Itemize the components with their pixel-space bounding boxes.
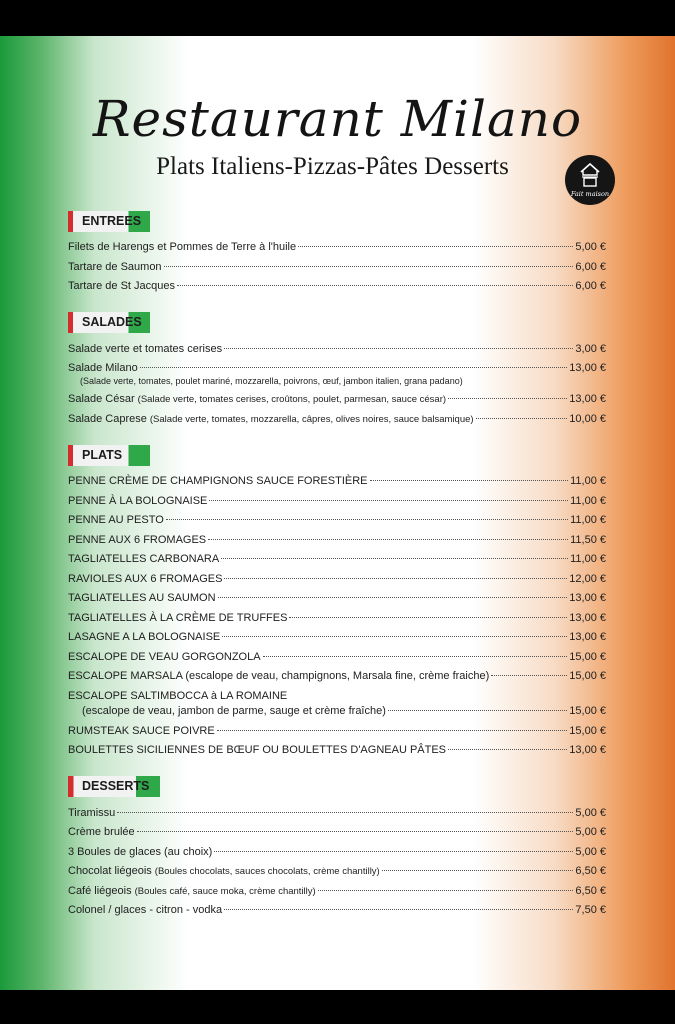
item-price: 10,00 € [569,413,606,425]
item-description: (Salade verte, tomates cerises, croûtons, poulet, parmesan, sauce césar) [137,394,447,405]
item-price: 5,00 € [575,826,606,838]
item-price: 6,00 € [575,280,606,292]
menu-item [68,723,606,739]
item-name: PENNE AUX 6 FROMAGES [68,534,207,546]
item-name: PENNE À LA BOLOGNAISE [68,495,208,507]
menu-item [68,590,606,606]
item-price: 11,00 € [570,514,606,526]
item-price: 5,00 € [575,846,606,858]
item-price: 11,00 € [570,475,606,487]
item-price: 15,00 € [569,651,606,663]
item-price: 13,00 € [569,393,606,405]
section-title-entrees: ENTREES [68,211,150,232]
menu-item [68,805,606,821]
item-price: 11,50 € [570,534,606,546]
menu-item [68,668,606,684]
menu-item [68,902,606,918]
fait-maison-badge [565,155,615,205]
item-price: 5,00 € [575,241,606,253]
menu-item [68,610,606,626]
item-name: TAGLIATELLES À LA CRÈME DE TRUFFES [68,612,288,624]
item-name: ESCALOPE SALTIMBOCCA à LA ROMAINE [68,690,288,702]
menu-item-title-line [68,688,606,704]
item-name: BOULETTES SICILIENNES DE BŒUF OU BOULETTES D'AGNEAU PÂTES [68,744,447,756]
item-description: (Boules café, sauce moka, crème chantilly) [134,886,316,897]
item-name: Filets de Harengs et Pommes de Terre à l'huile [68,241,297,253]
item-name: 3 Boules de glaces (au choix) [68,846,213,858]
item-name-continued: (escalope de veau, jambon de parme, sauge et crème fraîche) [82,705,386,717]
item-price: 15,00 € [569,670,606,682]
menu-item [68,551,606,567]
menu-item [68,391,606,407]
item-price: 5,00 € [575,807,606,819]
menu-item [68,863,606,879]
menu-page [0,36,675,990]
section-title-desserts: DESSERTS [68,776,160,797]
item-name: Tiramissu [68,807,116,819]
menu-item [68,360,606,376]
item-name: TAGLIATELLES CARBONARA [68,553,220,565]
menu-item [68,571,606,587]
item-name: Crème brulée [68,826,135,838]
item-price: 6,50 € [575,885,606,897]
item-name: ESCALOPE MARSALA (escalope de veau, champignons, Marsala fine, crème fraiche) [68,670,490,682]
item-name: PENNE AU PESTO [68,514,164,526]
item-price: 13,00 € [569,744,606,756]
item-price: 6,00 € [575,261,606,273]
item-price: 15,00 € [569,705,606,717]
menu-item [68,649,606,665]
menu-item [68,883,606,899]
restaurant-subtitle: Plats Italiens-Pizzas-Pâtes Desserts [156,153,509,180]
item-name: Salade César [68,393,135,405]
menu-item [68,824,606,840]
item-name: RAVIOLES AUX 6 FROMAGES [68,573,223,585]
menu-item [68,278,606,294]
menu-item [82,703,606,719]
item-name: Chocolat liégeois [68,865,152,877]
menu-item [68,629,606,645]
item-price: 11,00 € [570,553,606,565]
item-price: 13,00 € [569,592,606,604]
restaurant-title: Restaurant Milano [92,90,583,148]
item-name: Colonel / glaces - citron - vodka [68,904,223,916]
item-name: TAGLIATELLES AU SAUMON [68,592,216,604]
menu-item [68,844,606,860]
menu-item [68,259,606,275]
section-title-plats: PLATS [68,445,150,466]
house-icon [579,161,601,189]
item-name: Tartare de St Jacques [68,280,176,292]
menu-item [68,473,606,489]
menu-item [68,411,606,427]
fait-maison-label: Fait maison [570,190,610,198]
item-price: 13,00 € [569,631,606,643]
item-name: PENNE CRÈME DE CHAMPIGNONS SAUCE FORESTIÈRE [68,475,368,487]
item-price: 12,00 € [569,573,606,585]
item-description: (Boules chocolats, sauces chocolats, crème chantilly) [154,866,380,877]
section-title-salades: SALADES [68,312,150,333]
menu-item [68,239,606,255]
item-name: Salade Milano [68,362,138,374]
menu-item [68,742,606,758]
item-name: LASAGNE A LA BOLOGNAISE [68,631,221,643]
item-price: 11,00 € [570,495,606,507]
menu-item [68,493,606,509]
item-name: Salade Caprese [68,413,147,425]
item-name: Tartare de Saumon [68,261,162,273]
menu-item [68,512,606,528]
item-price: 6,50 € [575,865,606,877]
item-description: (Salade verte, tomates, mozzarella, câpres, olives noires, sauce balsamique) [149,414,474,425]
item-price: 7,50 € [575,904,606,916]
item-description: (Salade verte, tomates, poulet mariné, mozzarella, poivrons, œuf, jambon italien, grana padano) [80,376,463,386]
item-name: RUMSTEAK SAUCE POIVRE [68,725,215,737]
item-price: 15,00 € [569,725,606,737]
item-name: ESCALOPE DE VEAU GORGONZOLA [68,651,261,663]
item-price: 3,00 € [575,343,606,355]
menu-item [68,341,606,357]
item-price: 13,00 € [569,612,606,624]
item-price: 13,00 € [569,362,606,374]
menu-item [68,532,606,548]
item-name: Café liégeois [68,885,132,897]
item-name: Salade verte et tomates cerises [68,343,223,355]
